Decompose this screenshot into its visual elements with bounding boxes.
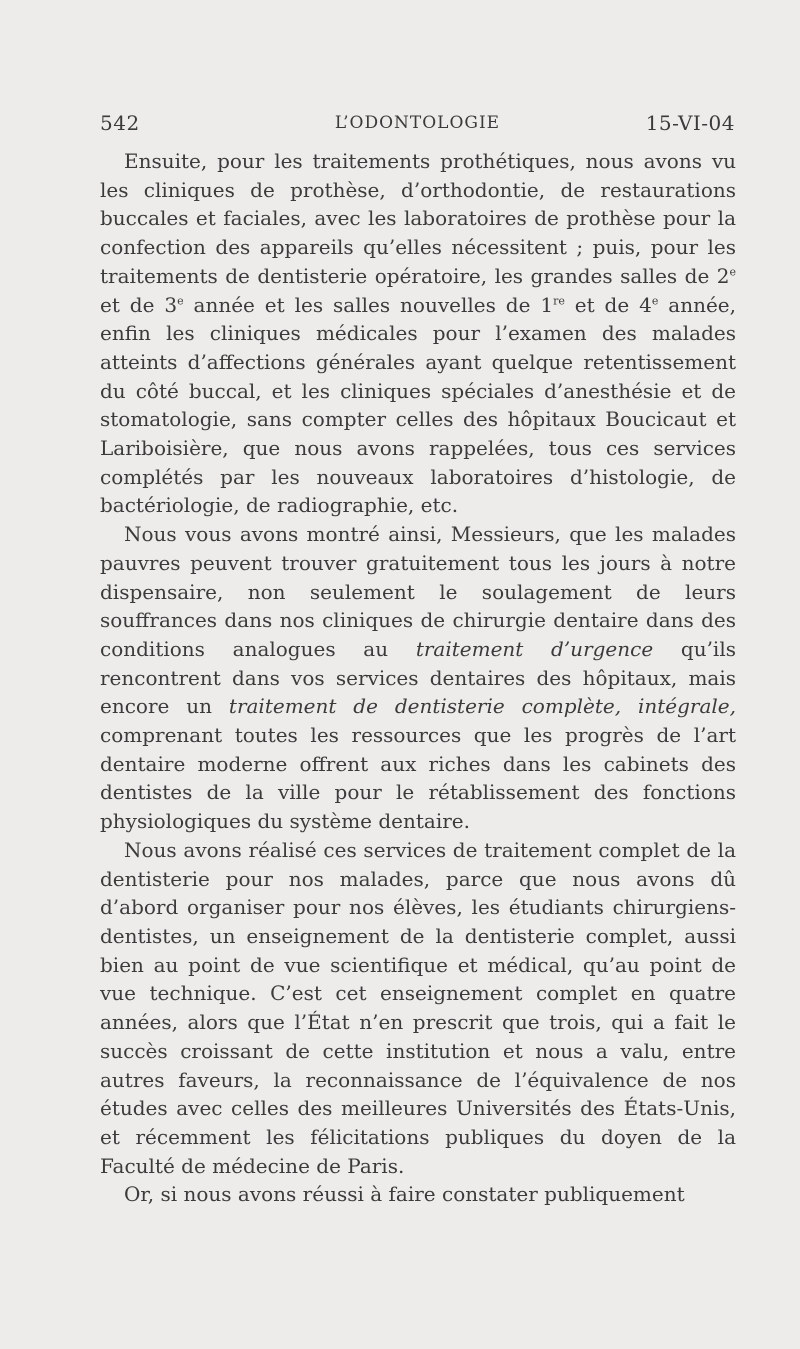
- paragraph: [100, 1180, 736, 1209]
- text-run: qu’ils rencontrent dans vos services dentaires des hôpitaux, mais encore un: [100, 636, 736, 719]
- text-run: et de 3: [100, 292, 178, 317]
- text-run: Nous avons réalisé ces services de traitement complet de la dentisterie pour nos malades, parce que nous avons dû d’abord organiser pour nos élèves, les étudiants chirurgiens-dentistes, un enseignement de la dentisterie complet, aussi bien au point de vue scientifique et médical, qu’au point de vue technique. C’est cet enseignement complet en quatre années, alors que l’État n’en prescrit que trois, qui a fait le succès croissant de cette institution et nous a valu, entre autres faveurs, la reconnaissance de l’équivalence de nos études avec celles des meilleures Universités des États-Unis, et récemment les félicitations publiques du doyen de la Faculté de médecine de Paris.: [100, 837, 736, 1178]
- journal-title: L’ODONTOLOGIE: [334, 113, 501, 133]
- issue-date: 15-VI-04: [645, 111, 735, 135]
- ordinal-superscript: e: [729, 265, 736, 279]
- text-run: et de 4: [564, 292, 652, 317]
- paragraph: [100, 836, 736, 1180]
- paragraph: [100, 147, 736, 520]
- text-run: année et les salles nouvelles de 1: [183, 292, 554, 317]
- text-run: comprenant toutes les ressources que les progrès de l’art dentaire moderne offrent aux riches dans les cabinets des dentistes de la ville pour le rétablissement des fonctions physiologiques du système dentaire.: [100, 723, 736, 834]
- paragraph: [100, 520, 736, 836]
- ordinal-superscript: e: [651, 293, 659, 307]
- text-run: Nous vous avons montré ainsi, Messieurs, que les malades pauvres peuvent trouver gratuitement tous les jours à notre dispensaire, non seulement le soulagement de leurs souffrances dans nos cliniques de chirurgie dentaire dans des conditions analogues au: [100, 522, 736, 661]
- text-run: Ensuite, pour les traitements prothétiques, nous avons vu les cliniques de prothèse, d’orthodontie, de restaurations buccales et faciales, avec les laboratoires de prothèse pour la confection des appareils qu’elles nécessitent ; puis, pour les traitements de dentisterie opératoire, les grandes salles de 2: [100, 149, 736, 288]
- italic-phrase: traitement de dentisterie complète, intégrale,: [228, 694, 736, 719]
- ordinal-superscript: re: [553, 293, 565, 307]
- text-run: Or, si nous avons réussi à faire constater publiquement: [124, 1182, 685, 1207]
- italic-phrase: traitement d’urgence: [415, 636, 654, 661]
- body-text: [100, 147, 736, 1209]
- text-run: année, enfin les cliniques médicales pour l’examen des malades atteints d’affections générales ayant quelque retentissement du côté buccal, et les cliniques spéciales d’anesthésie et de stomatologie, sans compter celles des hôpitaux Boucicaut et Lariboisière, que nous avons rappelées, tous ces services complétés par les nouveaux laboratoires d’histologie, de bactériologie, de radiographie, etc.: [100, 292, 736, 518]
- page-number: 542: [100, 111, 140, 135]
- running-header: [100, 111, 735, 139]
- ordinal-superscript: e: [177, 293, 184, 307]
